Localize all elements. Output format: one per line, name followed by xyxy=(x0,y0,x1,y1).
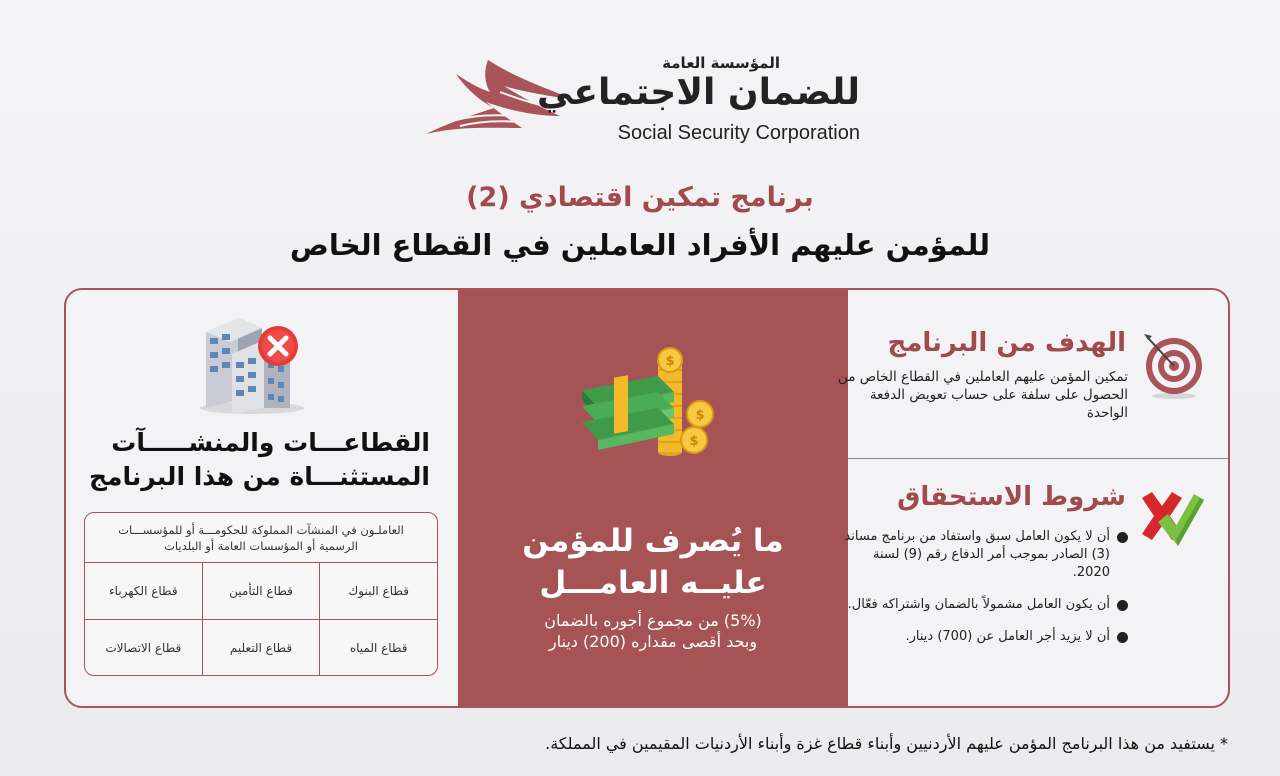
eligibility-title: شروط الاستحقاق xyxy=(897,482,1126,512)
list-item xyxy=(836,528,1128,582)
table-cell: قطاع الكهرباء xyxy=(85,563,203,619)
excluded-title-line2: المستثنـــاة من هذا البرنامج xyxy=(89,462,430,491)
excluded-table xyxy=(84,512,438,676)
benefit-text xyxy=(458,610,848,652)
list-item-text: أن لا يزيد أجر العامل عن (700) دينار. xyxy=(905,629,1110,644)
list-item xyxy=(836,628,1128,646)
benefit-text-line2: وبحد أقصى مقداره (200) دينار xyxy=(548,632,758,651)
ssc-logo xyxy=(420,52,860,152)
footnote: * يستفيد من هذا البرنامج المؤمن عليهم الأردنيين وأبناء قطاع غزة وأبناء الأردنيات المقيمين في المملكة. xyxy=(545,734,1228,753)
svg-text:$: $ xyxy=(689,434,699,449)
svg-text:$: $ xyxy=(665,354,675,369)
table-cell: قطاع المياه xyxy=(349,640,408,655)
bullet-icon xyxy=(1117,532,1128,543)
table-cell: قطاع الاتصالات xyxy=(85,620,203,675)
bullet-icon xyxy=(1117,600,1128,611)
excluded-title-line1: القطاعـــات والمنشـــــآت xyxy=(111,428,430,457)
table-row xyxy=(85,619,437,675)
building-excluded-icon xyxy=(192,304,312,416)
benefit-title-line2: عليــه العامـــل xyxy=(539,565,767,601)
bullet-icon xyxy=(1117,632,1128,643)
excluded-title xyxy=(82,426,430,494)
benefit-text-line1: (5%) من مجموع أجوره بالضمان xyxy=(544,611,762,630)
logo-en: Social Security Corporation xyxy=(617,122,860,144)
goal-title: الهدف من البرنامج xyxy=(887,328,1126,358)
divider xyxy=(848,458,1230,459)
eligibility-list xyxy=(836,528,1128,660)
table-cell: قطاع التأمين xyxy=(203,563,321,619)
benefit-title-line1: ما يُصرف للمؤمن xyxy=(522,523,784,559)
check-cross-icon xyxy=(1138,488,1204,550)
list-item-text: أن لا يكون العامل سبق واستفاد من برنامج مساند (3) الصادر بموجب أمر الدفاع رقم (9) لسنة 2020. xyxy=(844,529,1110,580)
benefit-panel xyxy=(458,290,848,706)
list-item xyxy=(836,596,1128,614)
page-title-line2: للمؤمن عليهم الأفراد العاملين في القطاع الخاص xyxy=(289,228,991,262)
table-cell: قطاع البنوك xyxy=(348,584,409,598)
logo-ar-big: للضمان الاجتماعي xyxy=(536,72,860,113)
goal-text: تمكين المؤمن عليهم العاملين في القطاع الخاص من الحصول على سلفة على حساب تعويض الدفعة الواحدة xyxy=(837,369,1128,421)
logo-ar-small: المؤسسة العامة xyxy=(662,54,780,72)
target-icon xyxy=(1142,330,1206,400)
svg-text:$: $ xyxy=(695,408,705,423)
page-title-line1: برنامج تمكين اقتصادي (2) xyxy=(466,182,814,213)
table-cell: قطاع التعليم xyxy=(203,620,321,675)
list-item-text: أن يكون العامل مشمولاً بالضمان واشتراكه فعّال. xyxy=(847,597,1110,612)
table-row xyxy=(85,563,437,619)
money-stack-icon xyxy=(578,340,718,470)
excluded-table-head: العاملـون في المنشآت المملوكة للحكومـــة أو للمؤسســـات الرسمية أو المؤسسات العامة أو البلديات xyxy=(85,513,437,563)
content-frame xyxy=(64,288,1230,708)
benefit-title xyxy=(458,520,848,604)
